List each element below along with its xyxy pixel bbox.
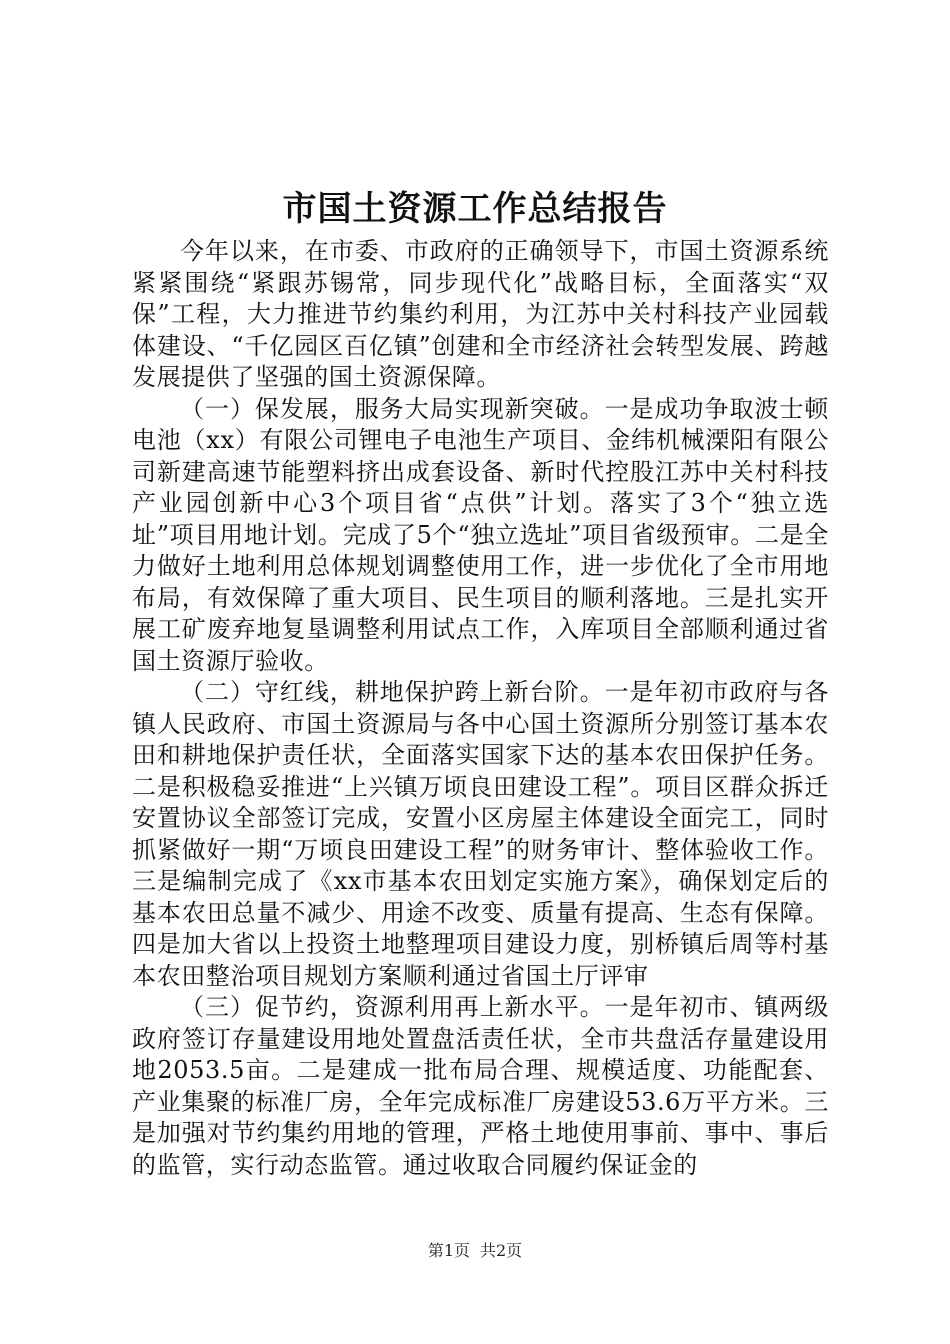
- paragraph-section-3: （三）促节约，资源利用再上新水平。一是年初市、镇两级政府签订存量建设用地处置盘活责任状，全市共盘活存量建设用地2053.5亩。二是建成一批布局合理、规模适度、功能配套、产业集聚的标准厂房，全年完成标准厂房建设53.6万平方米。三是加强对节约集约用地的管理，严格土地使用事前、事中、事后的监管，实行动态监管。通过收取合同履约保证金的: [132, 993, 829, 1179]
- paragraph-intro: 今年以来，在市委、市政府的正确领导下，市国土资源系统紧紧围绕“紧跟苏锡常，同步现代化”战略目标，全面落实“双保”工程，大力推进节约集约利用，为江苏中关村科技产业园载体建设、“千亿园区百亿镇”创建和全市经济社会转型发展、跨越发展提供了坚强的国土资源保障。: [132, 237, 829, 391]
- paragraph-section-2: （二）守红线，耕地保护跨上新台阶。一是年初市政府与各镇人民政府、市国土资源局与各中心国土资源所分别签订基本农田和耕地保护责任状，全面落实国家下达的基本农田保护任务。二是积极稳妥推进“上兴镇万顷良田建设工程”。项目区群众拆迁安置协议全部签订完成，安置小区房屋主体建设全面完工，同时抓紧做好一期“万顷良田建设工程”的财务审计、整体验收工作。三是编制完成了《xx市基本农田划定实施方案》，确保划定后的基本农田总量不减少、用途不改变、质量有提高、生态有保障。四是加大省以上投资土地整理项目建设力度，别桥镇后周等村基本农田整治项目规划方案顺利通过省国土厅评审: [132, 678, 829, 990]
- page-total: 共2页: [480, 1241, 523, 1260]
- document-title: 市国土资源工作总结报告: [282, 189, 668, 229]
- paragraph-section-1: （一）保发展，服务大局实现新突破。一是成功争取波士顿电池（xx）有限公司锂电子电池生产项目、金纬机械溧阳有限公司新建高速节能塑料挤出成套设备、新时代控股江苏中关村科技产业园创新中心3个项目省“点供”计划。落实了3个“独立选址”项目用地计划。完成了5个“独立选址”项目省级预审。二是全力做好土地利用总体规划调整使用工作，进一步优化了全市用地布局，有效保障了重大项目、民生项目的顺利落地。三是扎实开展工矿废弃地复垦调整利用试点工作，入库项目全部顺利通过省国土资源厅验收。: [132, 394, 829, 675]
- document-body: [132, 236, 829, 1181]
- page-footer: [0, 1240, 950, 1262]
- page-number: 第1页: [427, 1241, 470, 1260]
